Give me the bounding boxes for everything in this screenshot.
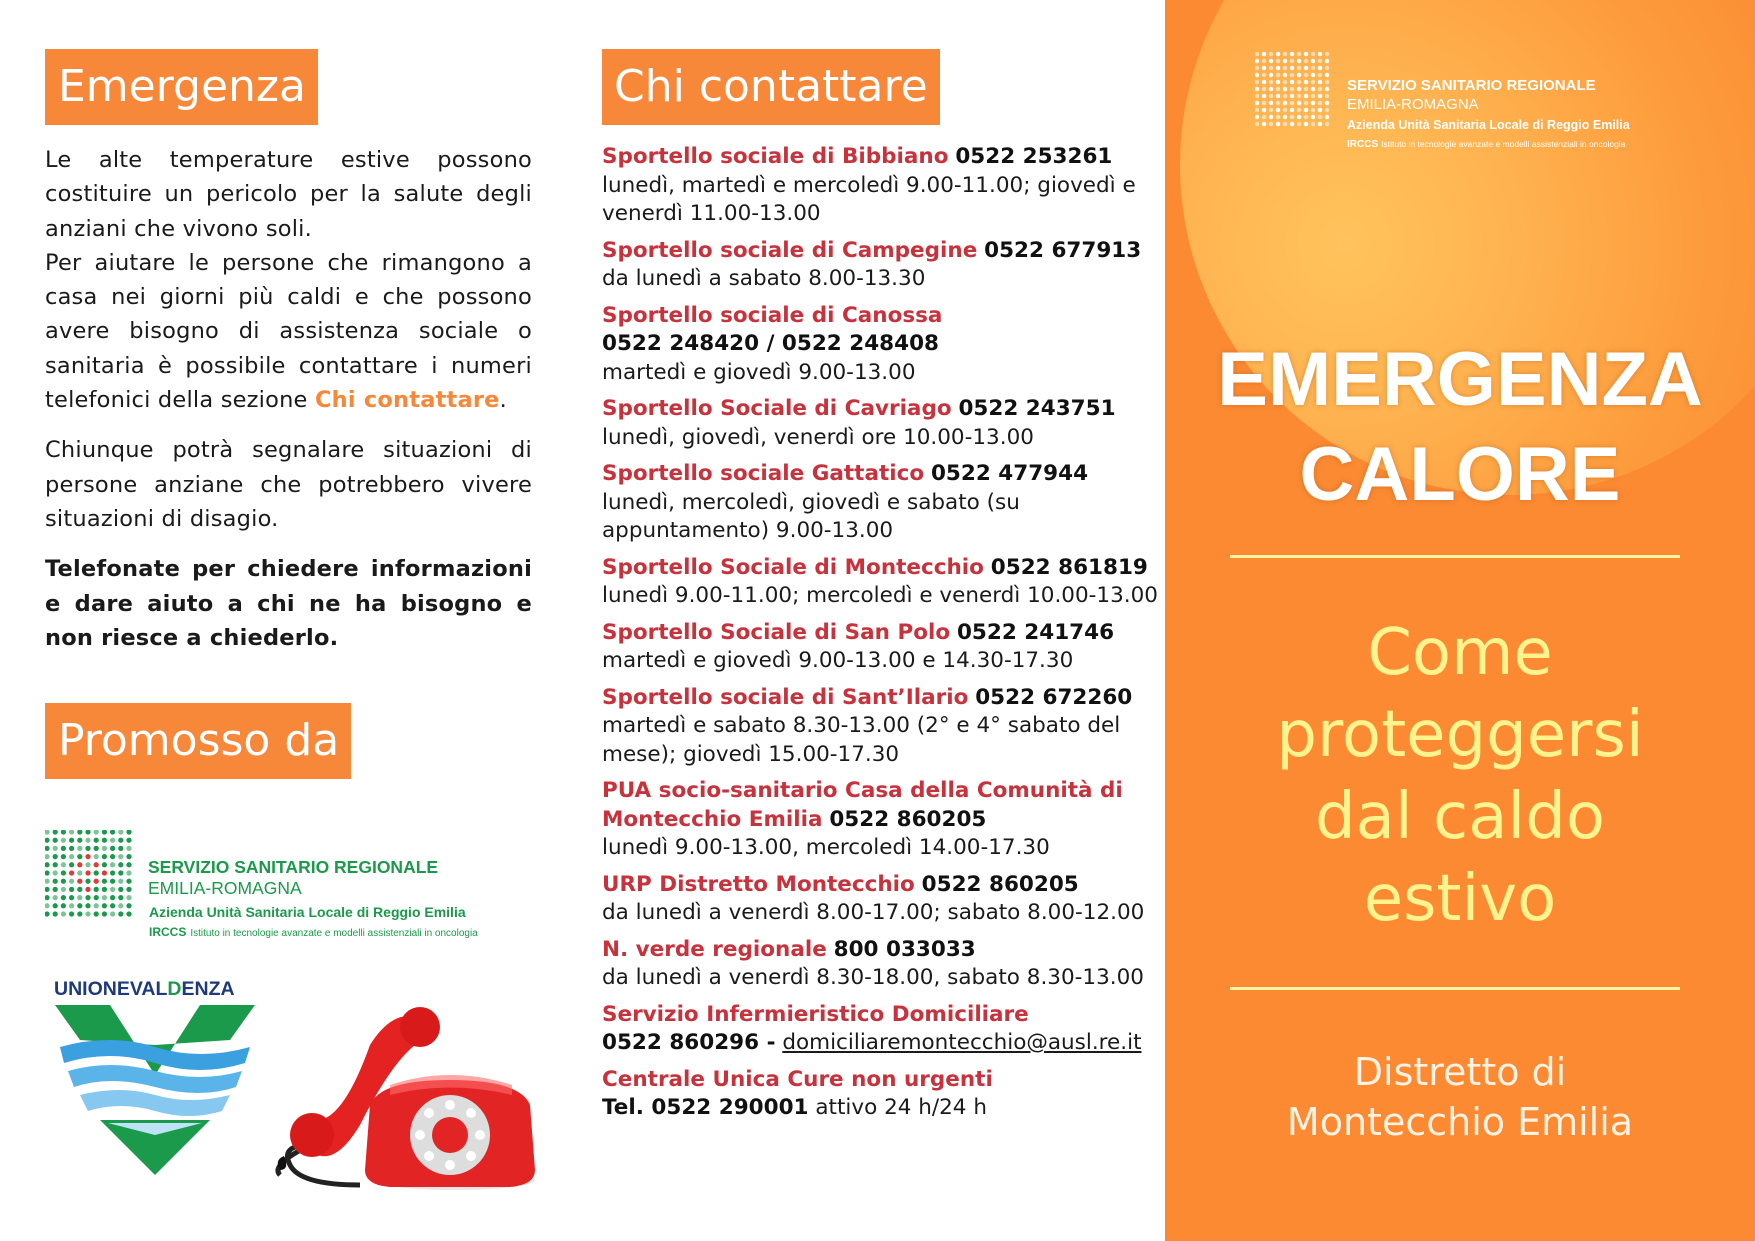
contact-name: Sportello sociale di Bibbiano — [602, 144, 949, 169]
contact-name: PUA socio-sanitario Casa della Comunità di Montecchio Emilia — [602, 778, 1123, 832]
district-line-2: Montecchio Emilia — [1286, 1100, 1634, 1144]
contact-item — [602, 395, 1162, 452]
contact-name: Centrale Unica Cure non urgenti — [602, 1066, 993, 1092]
contact-name: Sportello sociale di Canossa — [602, 302, 943, 328]
contact-phone[interactable]: 0522 253261 — [955, 144, 1113, 169]
contact-name: N. verde regionale — [602, 936, 827, 962]
ssr-logo-line4 — [149, 925, 478, 939]
ssr-logo — [45, 830, 515, 942]
contact-phone[interactable]: 0522 860296 - — [602, 1030, 776, 1055]
contact-name: Sportello sociale di Campegine — [602, 237, 978, 263]
valley-wave-3 — [80, 1090, 230, 1116]
contact-hours: lunedì, martedì e mercoledì 9.00-11.00; giovedì e venerdì 11.00-13.00 — [602, 172, 1136, 226]
ssr-logo-irccs: IRCCS — [149, 925, 187, 939]
contact-centrale-unica — [602, 1066, 1162, 1123]
contact-hours: martedì e giovedì 9.00-13.00 — [602, 359, 916, 385]
contact-name: Sportello Sociale di Montecchio — [602, 554, 984, 580]
handset-mouthpiece — [290, 1113, 334, 1157]
phone-dial-center — [432, 1117, 468, 1153]
contact-item — [602, 554, 1162, 611]
contact-item — [602, 936, 1162, 993]
unione-logo-part2: D — [167, 978, 182, 1000]
red-telephone-image — [250, 995, 535, 1195]
contact-item — [602, 871, 1162, 928]
contact-item — [602, 619, 1162, 676]
chi-contattare-heading: Chi contattare — [602, 49, 940, 125]
contact-hours: martedì e sabato 8.30-13.00 (2° e 4° sabato del mese); giovedì 15.00-17.30 — [602, 713, 1121, 767]
chi-contattare-link[interactable]: Chi contattare — [314, 387, 500, 414]
panel-logo-irccs-desc: Istituto in tecnologie avanzate e modelli assistenziali in oncologia — [1381, 139, 1626, 149]
ssr-logo-line1: SERVIZIO SANITARIO REGIONALE — [148, 857, 439, 877]
contact-item — [602, 777, 1162, 863]
cover-panel — [1165, 0, 1755, 1241]
contact-item — [602, 684, 1162, 770]
promosso-heading: Promosso da — [45, 703, 351, 779]
contact-hours: attivo 24 h/24 h — [815, 1095, 987, 1120]
contact-name: Servizio Infermieristico Domiciliare — [602, 1001, 1029, 1027]
contact-hours: martedì e giovedì 9.00-13.00 e 14.30-17.30 — [602, 648, 1074, 673]
contact-list — [602, 143, 1162, 993]
subtitle-line-3: dal caldo — [1315, 780, 1605, 854]
contact-phone[interactable]: 0522 860205 — [829, 806, 987, 832]
contact-name: Sportello Sociale di San Polo — [602, 619, 951, 645]
contacts-column — [602, 49, 1162, 1131]
report-paragraph: Chiunque potrà segnalare situazioni di persone anziane che potrebbero vivere situazioni di disagio. — [45, 437, 532, 532]
contact-phone[interactable]: 0522 241746 — [956, 619, 1115, 645]
unione-val-denza-logo — [50, 975, 260, 1175]
help-paragraph-text: Per aiutare le persone che rimangono a casa nei giorni più caldi e che possono avere bisogno di assistenza sociale o sanitaria è possibile contattare i numeri telefonici della sezione — [45, 249, 532, 414]
contact-hours: da lunedì a venerdì 8.00-17.00; sabato 8.00-12.00 — [602, 900, 1145, 925]
panel-logo-line3: Azienda Unità Sanitaria Locale di Reggio Emilia — [1347, 118, 1630, 132]
ssr-logo-white — [1255, 52, 1675, 152]
contact-hours: lunedì 9.00-13.00, mercoledì 14.00-17.30 — [602, 835, 1050, 860]
contact-phone[interactable]: 0522 477944 — [930, 461, 1089, 486]
panel-logo-line2: EMILIA-ROMAGNA — [1347, 96, 1479, 113]
contact-phone[interactable]: Tel. 0522 290001 — [602, 1095, 809, 1120]
subtitle-line-2: proteggersi — [1276, 698, 1644, 772]
contact-item — [602, 143, 1162, 229]
subtitle-line-4: estivo — [1363, 862, 1557, 936]
contact-hours: da lunedì a venerdì 8.30-18.00, sabato 8.30-13.00 — [602, 965, 1144, 990]
help-paragraph-end: . — [499, 387, 507, 414]
contact-phone[interactable]: 0522 243751 — [958, 396, 1116, 421]
contact-name: Sportello sociale di Sant’Ilario — [602, 684, 969, 710]
unione-logo-text — [54, 978, 235, 1000]
panel-logo-irccs: IRCCS — [1347, 139, 1379, 150]
contact-hours: lunedì, mercoledì, giovedì e sabato (su appuntamento) 9.00-13.00 — [602, 489, 1020, 543]
contact-phone[interactable]: 800 033033 — [833, 936, 976, 962]
contact-phone[interactable]: 0522 861819 — [990, 554, 1148, 580]
emergenza-heading: Emergenza — [45, 49, 318, 125]
help-paragraph — [45, 246, 532, 417]
unione-logo-part1: UNIONEVAL — [54, 978, 168, 1000]
contact-phone[interactable]: 0522 248420 / 0522 248408 — [602, 331, 939, 356]
contact-sid — [602, 1001, 1162, 1058]
contact-phone[interactable]: 0522 672260 — [975, 684, 1133, 710]
contact-name: URP Distretto Montecchio — [602, 871, 915, 897]
contact-item — [602, 302, 1162, 388]
panel-logo-line1: SERVIZIO SANITARIO REGIONALE — [1347, 77, 1596, 94]
ssr-dots-icon — [45, 830, 515, 942]
unione-logo-part3: ENZA — [181, 978, 235, 1000]
contact-item — [602, 237, 1162, 294]
divider-bottom — [1230, 987, 1680, 990]
contact-phone[interactable]: 0522 677913 — [984, 237, 1142, 263]
call-paragraph: Telefonate per chiedere informazioni e dare aiuto a chi ne ha bisogno e non riesce a chiederlo. — [45, 556, 532, 651]
contact-name: Sportello sociale Gattatico — [602, 461, 925, 486]
contact-hours: lunedì 9.00-11.00; mercoledì e venerdì 10.00-13.00 — [602, 583, 1158, 608]
contact-item — [602, 460, 1162, 546]
left-column — [45, 49, 532, 779]
contact-hours: da lunedì a sabato 8.00-13.30 — [602, 266, 926, 291]
title-line-1: EMERGENZA — [1217, 337, 1703, 422]
contact-email-link[interactable]: domiciliaremontecchio@ausl.re.it — [782, 1030, 1142, 1055]
panel-logo-line4 — [1347, 139, 1626, 150]
contact-phone[interactable]: 0522 860205 — [921, 871, 1079, 897]
title-line-2: CALORE — [1299, 432, 1621, 517]
divider-top — [1230, 555, 1680, 558]
subtitle-line-1: Come — [1367, 616, 1553, 690]
district-line-1: Distretto di — [1353, 1050, 1567, 1094]
ssr-logo-line3: Azienda Unità Sanitaria Locale di Reggio Emilia — [149, 904, 466, 920]
contact-hours: lunedì, giovedì, venerdì ore 10.00-13.00 — [602, 424, 1034, 450]
ssr-logo-irccs-desc: Istituto in tecnologie avanzate e modelli assistenziali in oncologia — [190, 928, 478, 939]
intro-paragraph: Le alte temperature estive possono costituire un pericolo per la salute degli anziani che vivono soli. — [45, 147, 532, 242]
contact-name: Sportello Sociale di Cavriago — [602, 396, 952, 421]
ssr-logo-line2: EMILIA-ROMAGNA — [148, 878, 302, 898]
handset-earpiece — [400, 1007, 440, 1047]
